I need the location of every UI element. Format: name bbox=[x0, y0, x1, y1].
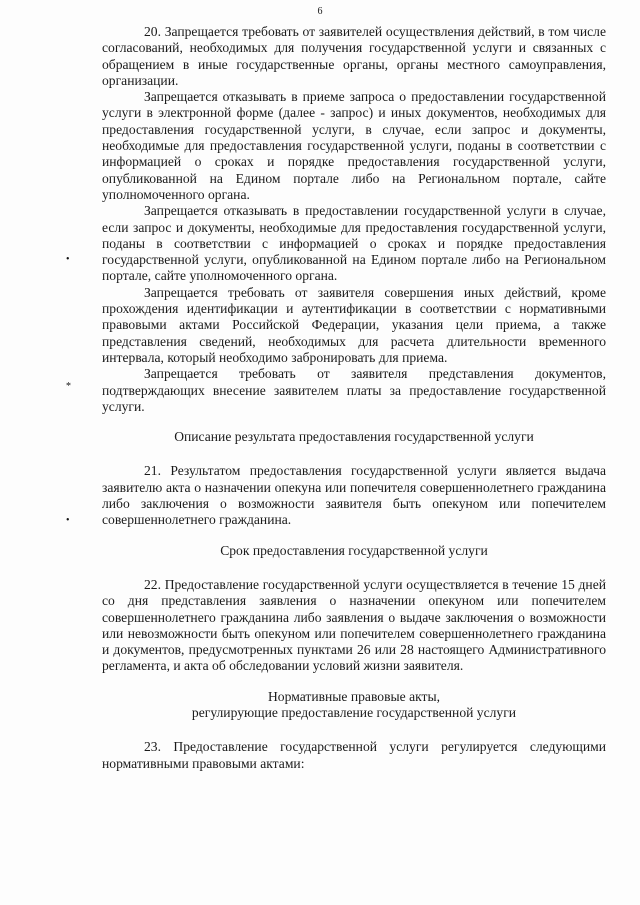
paragraph-20-4: Запрещается требовать от заявителя совершения иных действий, кроме прохождения идентификации и аутентификации в соответствии с нормативными правовыми актами Российской Федерации, указания цели приема, а также представления сведений, необходимых для расчета длительности временного интервала, который необходимо забронировать для приема. bbox=[102, 284, 606, 365]
paragraph-20-3: Запрещается отказывать в предоставлении государственной услуги в случае, если запрос и документы, необходимые для предоставления государственной услуги, поданы в соответствии с информацией о сроках и порядке предоставления государственной услуги, опубликованной на Едином портале либо на Региональном портале, сайте уполномоченного органа. bbox=[102, 203, 606, 284]
page-number: 6 bbox=[317, 6, 323, 17]
paragraph-20-5: Запрещается требовать от заявителя представления документов, подтверждающих внесение заявителем платы за предоставление государственной услуги. bbox=[102, 366, 606, 414]
margin-mark: • bbox=[66, 254, 70, 265]
heading-term: Срок предоставления государственной услуги bbox=[220, 542, 488, 558]
heading-acts-line2: регулирующие предоставление государственной услуги bbox=[191, 704, 517, 720]
paragraph-21: 21. Результатом предоставления государственной услуги является выдача заявителю акта о назначении опекуна или попечителя совершеннолетнего гражданина либо заключения о возможности заявителя быть опекуном или попечителем совершеннолетнего гражданина. bbox=[102, 463, 606, 528]
document-body bbox=[102, 24, 606, 772]
heading-result: Описание результата предоставления государственной услуги bbox=[174, 429, 534, 445]
paragraph-22: 22. Предоставление государственной услуги осуществляется в течение 15 дней со дня представления заявления о назначении опекуном или попечителем совершеннолетнего гражданина либо заявления о выдаче заключения о возможности или невозможности быть опекуном или попечителем совершеннолетнего гражданина и документов, предусмотренных пунктами 26 или 28 настоящего Административного регламента, и акта об обследовании условий жизни заявителя. bbox=[102, 576, 606, 674]
paragraph-20-1: 20. Запрещается требовать от заявителей осуществления действий, в том числе согласований, необходимых для получения государственной услуги и связанных с обращением в иные государственные органы, органы местного самоуправления, организации. bbox=[102, 24, 606, 88]
paragraph-23: 23. Предоставление государственной услуги регулируется следующими нормативными правовыми актами: bbox=[102, 739, 606, 771]
paragraph-20-2: Запрещается отказывать в приеме запроса о предоставлении государственной услуги в электронной форме (далее - запрос) и иных документов, необходимых для предоставления государственной услуги, в случае, если запрос и документы, необходимые для предоставления государственной услуги, поданы в соответствии с информацией о сроках и порядке предоставления государственной услуги, опубликованной на Едином портале либо на Региональном портале, сайте уполномоченного органа. bbox=[102, 89, 606, 202]
heading-acts-line1: Нормативные правовые акты, bbox=[267, 688, 440, 704]
margin-mark: * bbox=[66, 381, 71, 392]
margin-mark: • bbox=[66, 515, 70, 526]
